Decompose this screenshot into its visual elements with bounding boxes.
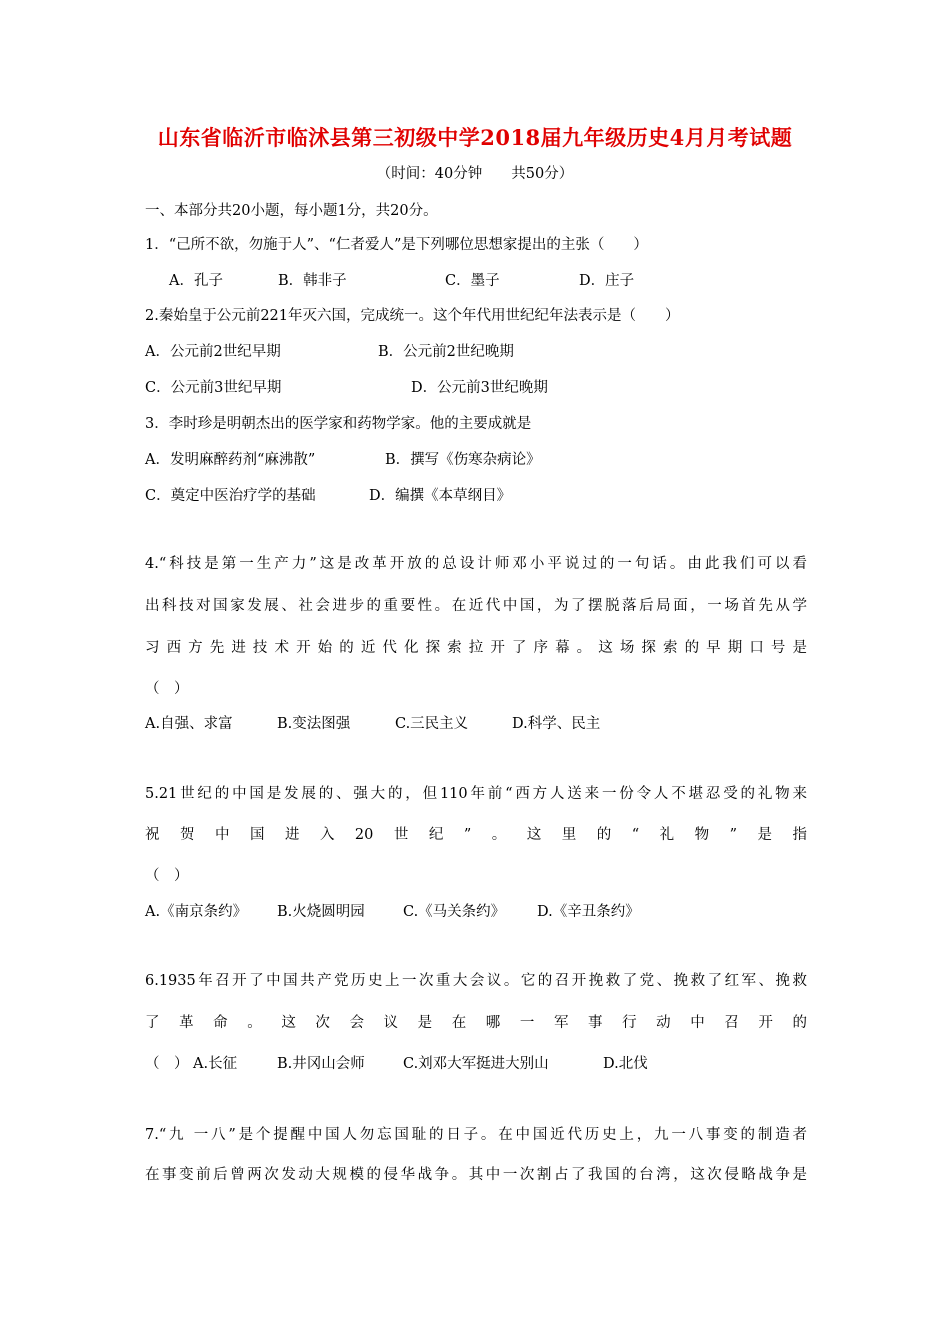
question-4-stem-line-3: 习西方先进技术开始的近代化探索拉开了序幕。这场探索的早期口号是 — [145, 640, 807, 656]
question-2-option-b: B．公元前2世纪晚期 — [378, 344, 514, 360]
question-1-option-c: C．墨子 — [445, 273, 500, 289]
question-4-option-c: C.三民主义 — [395, 716, 469, 732]
question-1-option-b: B．韩非子 — [278, 273, 347, 289]
question-1-stem: 1．“己所不欲，勿施于人”、“仁者爱人”是下列哪位思想家提出的主张（ ） — [145, 237, 648, 253]
question-4-stem-line-2: 出科技对国家发展、社会进步的重要性。在近代中国，为了摆脱落后局面，一场首先从学 — [145, 598, 807, 614]
question-3-stem: 3．李时珍是明朝杰出的医学家和药物学家。他的主要成就是 — [145, 416, 532, 432]
exam-subtitle: （时间：40分钟 共50分） — [376, 166, 574, 182]
question-4-option-b: B.变法图强 — [277, 716, 351, 732]
question-5-option-d: D.《辛丑条约》 — [537, 904, 640, 920]
question-6-option-b: B.井冈山会师 — [277, 1056, 365, 1072]
question-5-option-a: A.《南京条约》 — [145, 904, 248, 920]
question-2-option-c: C．公元前3世纪早期 — [145, 380, 282, 396]
question-3-option-d: D．编撰《本草纲目》 — [369, 488, 512, 504]
question-5-option-b: B.火烧圆明园 — [277, 904, 365, 920]
question-3-option-c: C．奠定中医治疗学的基础 — [145, 488, 316, 504]
question-4-option-d: D.科学、民主 — [512, 716, 601, 732]
question-2-option-a: A．公元前2世纪早期 — [145, 344, 281, 360]
question-5-stem-line-2: 祝贺中国进入20世纪”。这里的“礼物”是指 — [145, 827, 807, 843]
question-3-option-b: B．撰写《伤寒杂病论》 — [385, 452, 541, 468]
question-4-answer-blank: （ ） — [145, 681, 189, 697]
question-7-stem-line-2: 在事变前后曾两次发动大规模的侵华战争。其中一次割占了我国的台湾，这次侵略战争是 — [145, 1167, 807, 1183]
question-2-option-d: D．公元前3世纪晚期 — [411, 380, 548, 396]
question-6-stem-line-2: 了革命。这次会议是在哪一军事行动中召开的 — [145, 1015, 807, 1031]
question-2-stem: 2.秦始皇于公元前221年灭六国，完成统一。这个年代用世纪纪年法表示是（ ） — [145, 308, 680, 324]
question-6-stem-line-1: 6.1935年召开了中国共产党历史上一次重大会议。它的召开挽救了党、挽救了红军、挽救 — [145, 973, 807, 989]
question-6-option-a: A.长征 — [193, 1056, 238, 1072]
exam-title: 山东省临沂市临沭县第三初级中学2018届九年级历史4月月考试题 — [157, 125, 793, 150]
question-7-stem-line-1: 7.“九 一八”是个提醒中国人勿忘国耻的日子。在中国近代历史上，九一八事变的制造者 — [145, 1127, 807, 1143]
section-heading: 一、本部分共20小题，每小题1分，共20分。 — [145, 203, 438, 219]
question-5-stem-line-1: 5.21世纪的中国是发展的、强大的，但110年前“西方人送来一份令人不堪忍受的礼物来 — [145, 786, 807, 802]
question-6-answer-blank: （ ） — [145, 1056, 189, 1072]
question-4-option-a: A.自强、求富 — [145, 716, 233, 732]
question-1-option-d: D．庄子 — [579, 273, 635, 289]
question-6-option-c: C.刘邓大军挺进大别山 — [403, 1056, 549, 1072]
question-1-option-a: A．孔子 — [169, 273, 223, 289]
question-4-stem-line-1: 4.“科技是第一生产力”这是改革开放的总设计师邓小平说过的一句话。由此我们可以看 — [145, 556, 807, 572]
question-5-answer-blank: （ ） — [145, 868, 189, 884]
question-5-option-c: C.《马关条约》 — [403, 904, 506, 920]
question-6-option-d: D.北伐 — [603, 1056, 648, 1072]
question-3-option-a: A．发明麻醉药剂“麻沸散” — [145, 452, 316, 468]
